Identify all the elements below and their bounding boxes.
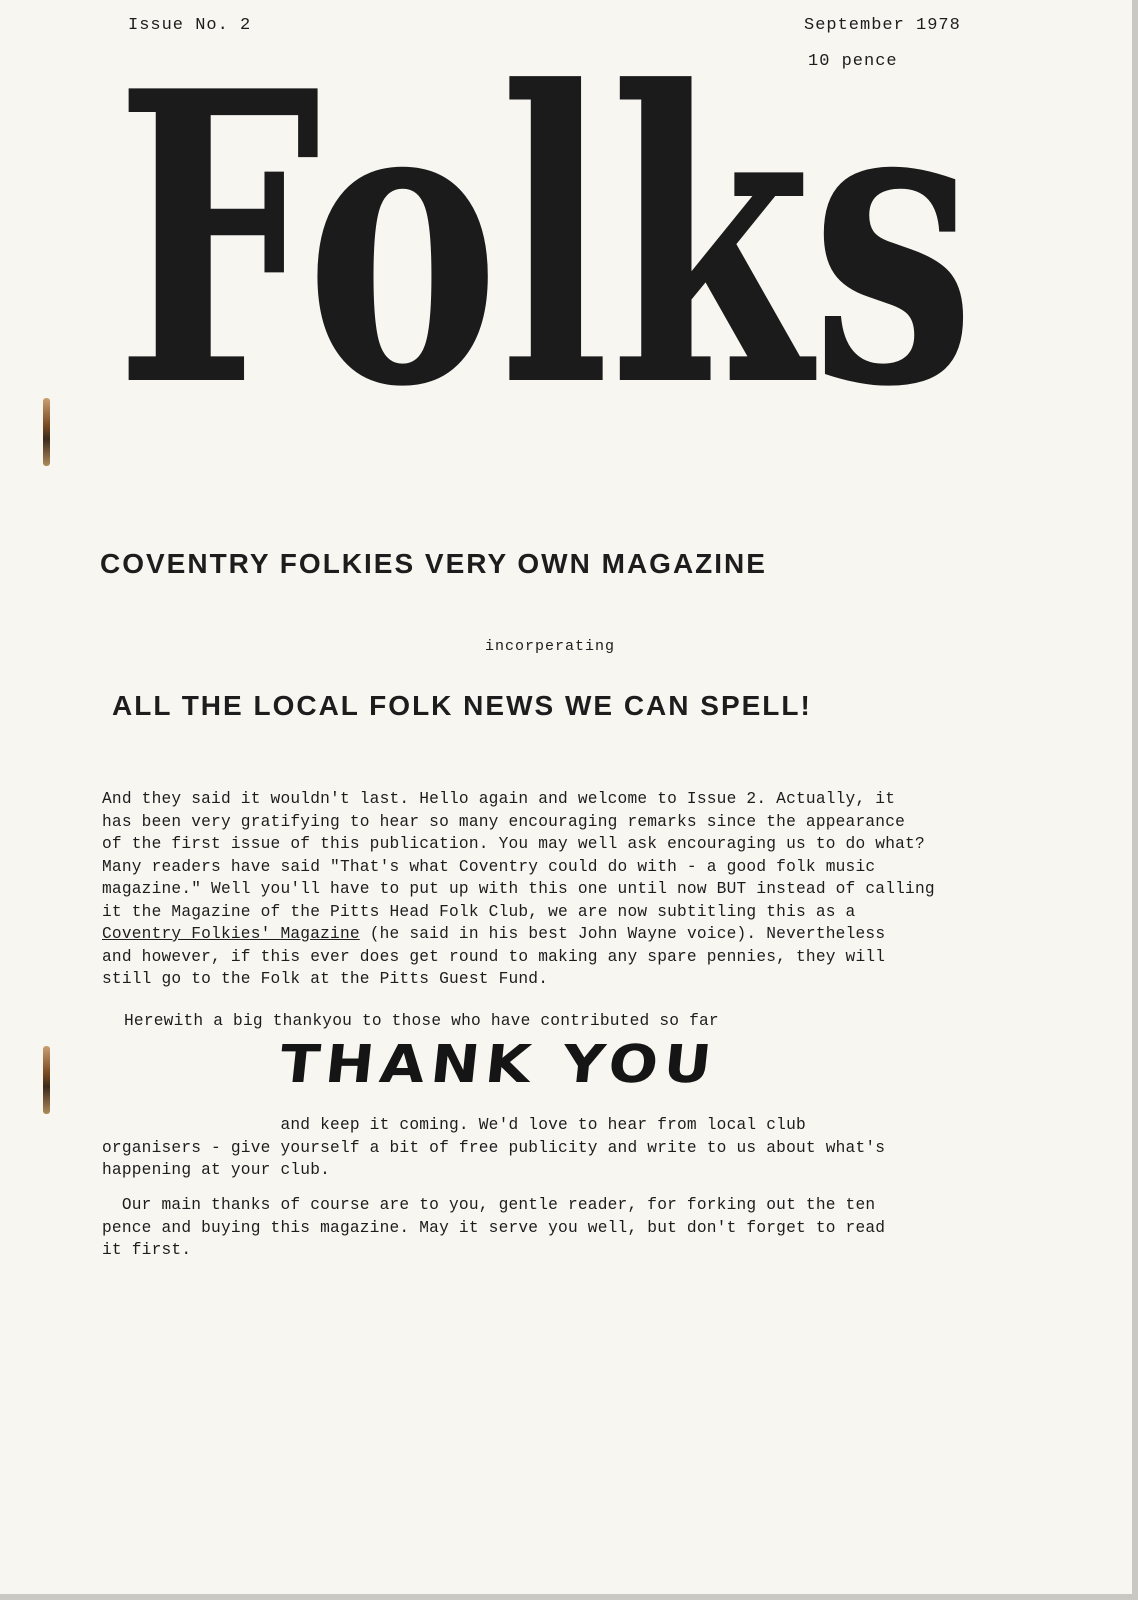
intro-line-1: And they said it wouldn't last. Hello again and welcome to Issue 2. Actually, it xyxy=(102,790,896,808)
thank-you-handwritten: THANK YOU xyxy=(276,1033,721,1095)
intro-line-2: has been very gratifying to hear so many encouraging remarks since the appearance xyxy=(102,812,906,831)
intro-line-3: of the first issue of this publication. You may well ask encouraging us to do what? xyxy=(102,835,925,853)
tagline-headline: COVENTRY FOLKIES VERY OWN MAGAZINE xyxy=(100,548,767,579)
intro-line-5: magazine." Well you'll have to put up with this one until now BUT instead of calling xyxy=(102,880,935,898)
organisers-line-2: organisers - give yourself a bit of free publicity and write to us about what's xyxy=(102,1138,886,1157)
subtitle-headline: ALL THE LOCAL FOLK NEWS WE CAN SPELL! xyxy=(112,690,812,721)
intro-paragraph xyxy=(102,788,1042,991)
closing-line-3: it first. xyxy=(102,1241,192,1259)
organisers-line-3: happening at your club. xyxy=(102,1161,331,1179)
closing-line-2: pence and buying this magazine. May it serve you well, but don't forget to read xyxy=(102,1218,886,1237)
organisers-paragraph xyxy=(102,1114,1042,1182)
intro-line-9: still go to the Folk at the Pitts Guest Fund. xyxy=(102,970,549,988)
closing-line-1: Our main thanks of course are to you, gentle reader, for forking out the ten xyxy=(102,1196,876,1214)
organisers-line-1: and keep it coming. We'd love to hear from local club xyxy=(102,1116,806,1134)
intro-line-4: Many readers have said "That's what Coventry could do with - a good folk music xyxy=(102,857,876,876)
staple-top xyxy=(43,398,50,466)
incorporating-label: incorperating xyxy=(484,638,616,655)
staple-bottom xyxy=(43,1046,50,1114)
intro-line-7-rest: (he said in his best John Wayne voice). Nevertheless xyxy=(359,925,886,943)
masthead-title: Folks xyxy=(115,50,975,470)
intro-line-8: and however, if this ever does get round to making any spare pennies, they will xyxy=(102,947,886,966)
thanks-intro-line: Herewith a big thankyou to those who have contributed so far xyxy=(124,1012,719,1030)
issue-number: Issue No. 2 xyxy=(128,16,252,35)
closing-paragraph xyxy=(102,1194,1042,1262)
issue-date: September 1978 xyxy=(804,16,961,35)
masthead-logo xyxy=(95,50,995,470)
issue-price: 10 pence xyxy=(808,52,898,71)
magazine-subtitle-underlined: Coventry Folkies' Magazine xyxy=(102,925,360,943)
intro-line-6: it the Magazine of the Pitts Head Folk Club, we are now subtitling this as a xyxy=(102,902,856,921)
